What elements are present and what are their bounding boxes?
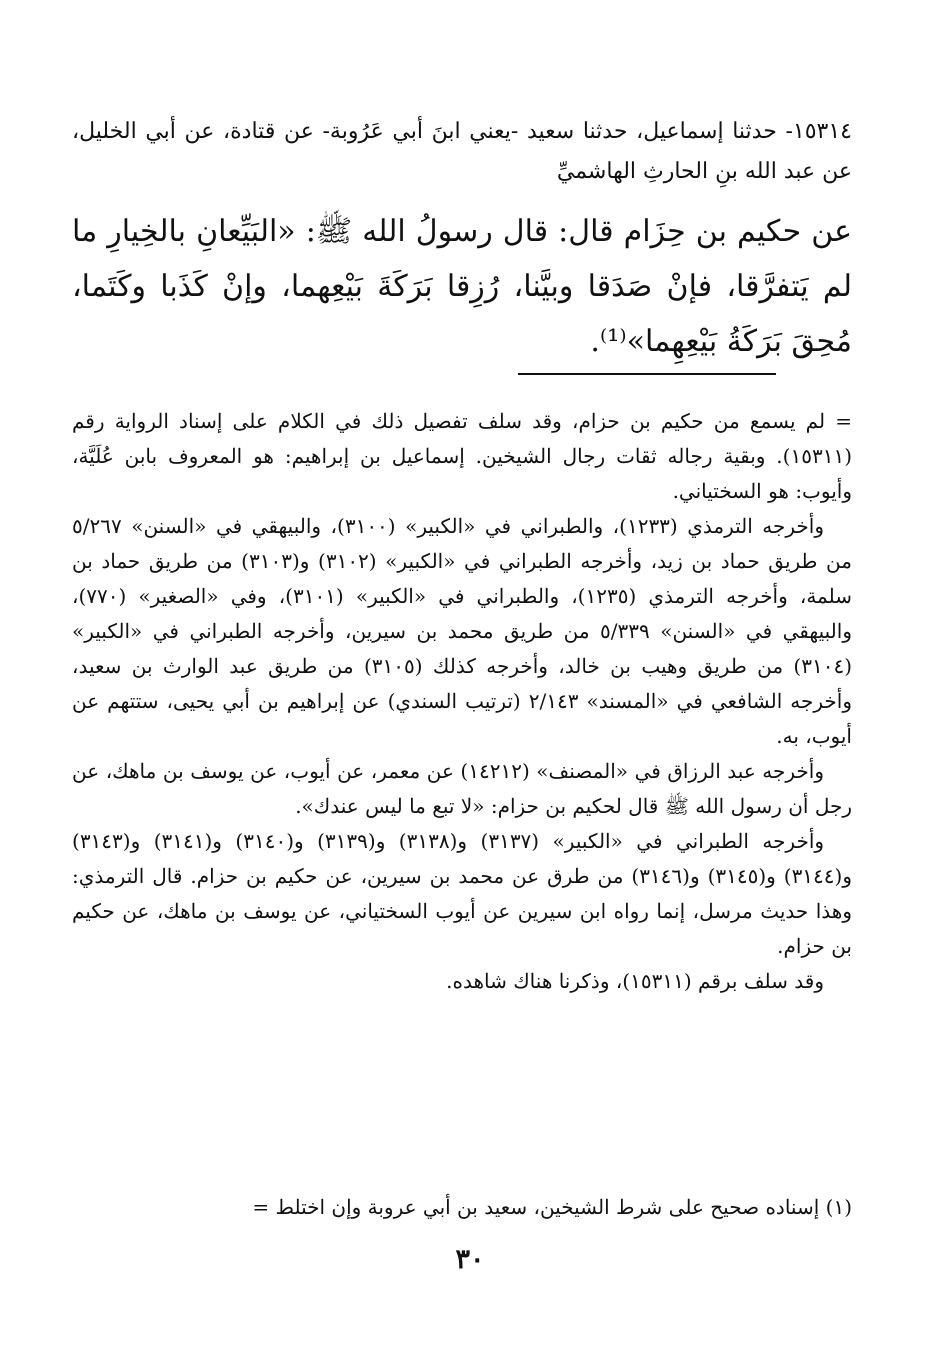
hadith-text: عن حكيم بن حِزَام قال: قال رسولُ الله ﷺ: «البَيِّعانِ بالخِيارِ ما لم يَتفرَّقا، فإنْ صَدَقا وبيَّنا، رُزِقا بَرَكَةَ بَيْعِهما، وإنْ كَذَبا وكَتَما، مُحِقَ بَرَكَةُ بَيْعِهِما»⁽¹⁾. [72,214,852,359]
footnote-paragraph: وأخرجه الترمذي (١٢٣٣)، والطبراني في «الكبير» (٣١٠٠)، والبيهقي في «السنن» ٥/٢٦٧ من طريق حماد بن زيد، وأخرجه الطبراني في «الكبير» (٣١٠٢) و(٣١٠٣) من طريق حماد بن سلمة، وأخرجه الترمذي (١٢٣٥)، والطبراني في «الكبير» (٣١٠١)، وفي «الصغير» (٧٧٠)، والبيهقي في «السنن» ٥/٣٣٩ من طريق محمد بن سيرين، وأخرجه الطبراني في «الكبير» (٣١٠٤) من طريق وهيب بن خالد، وأخرجه كذلك (٣١٠٥) من طريق عبد الوارث بن سعيد، وأخرجه الشافعي في «المسند» ٢/١٤٣ (ترتيب السندي) عن إبراهيم بن أبي يحيى، ستتهم عن أيوب، به. [72,514,852,748]
footnotes-section [72,404,852,999]
footnote-paragraph: وأخرجه عبد الرزاق في «المصنف» (١٤٢١٢) عن معمر، عن أيوب، عن يوسف بن ماهك، عن رجل أن رسول الله ﷺ قال لحكيم بن حزام: «لا تبع ما ليس عندك». [72,759,852,818]
footnote-separator [518,373,776,375]
footnote-paragraph: وقد سلف برقم (١٥٣١١)، وذكرنا هناك شاهده. [446,969,824,993]
hadith-chain-text: ١٥٣١٤- حدثنا إسماعيل، حدثنا سعيد -يعني ابنَ أبي عَرُوبة- عن قتادة، عن أبي الخليل، عن عبد الله بنِ الحارثِ الهاشميِّ [72,119,852,184]
footnote-continuation: = لم يسمع من حكيم بن حزام، وقد سلف تفصيل ذلك في الكلام على إسناد الرواية رقم (١٥٣١١). وبقية رجاله ثقات رجال الشيخين. إسماعيل بن إبراهيم: هو المعروف بابن عُلَيَّة، وأيوب: هو السختياني. [72,409,852,503]
footnote-1: (١) إسناده صحيح على شرط الشيخين، سعيد بن أبي عروبة وإن اختلط = [252,1195,852,1219]
page-number: ٣٠ [455,1244,485,1275]
footnote-paragraph: وأخرجه الطبراني في «الكبير» (٣١٣٧) و(٣١٣٨) و(٣١٣٩) و(٣١٤٠) و(٣١٤١) و(٣١٤٣) و(٣١٤٤) و(٣١٤٥) و(٣١٤٦) من طرق عن محمد بن سيرين، عن حكيم بن حزام. قال الترمذي: وهذا حديث مرسل، إنما رواه ابن سيرين عن أيوب السختياني، عن يوسف بن ماهك، عن حكيم بن حزام. [72,829,852,958]
